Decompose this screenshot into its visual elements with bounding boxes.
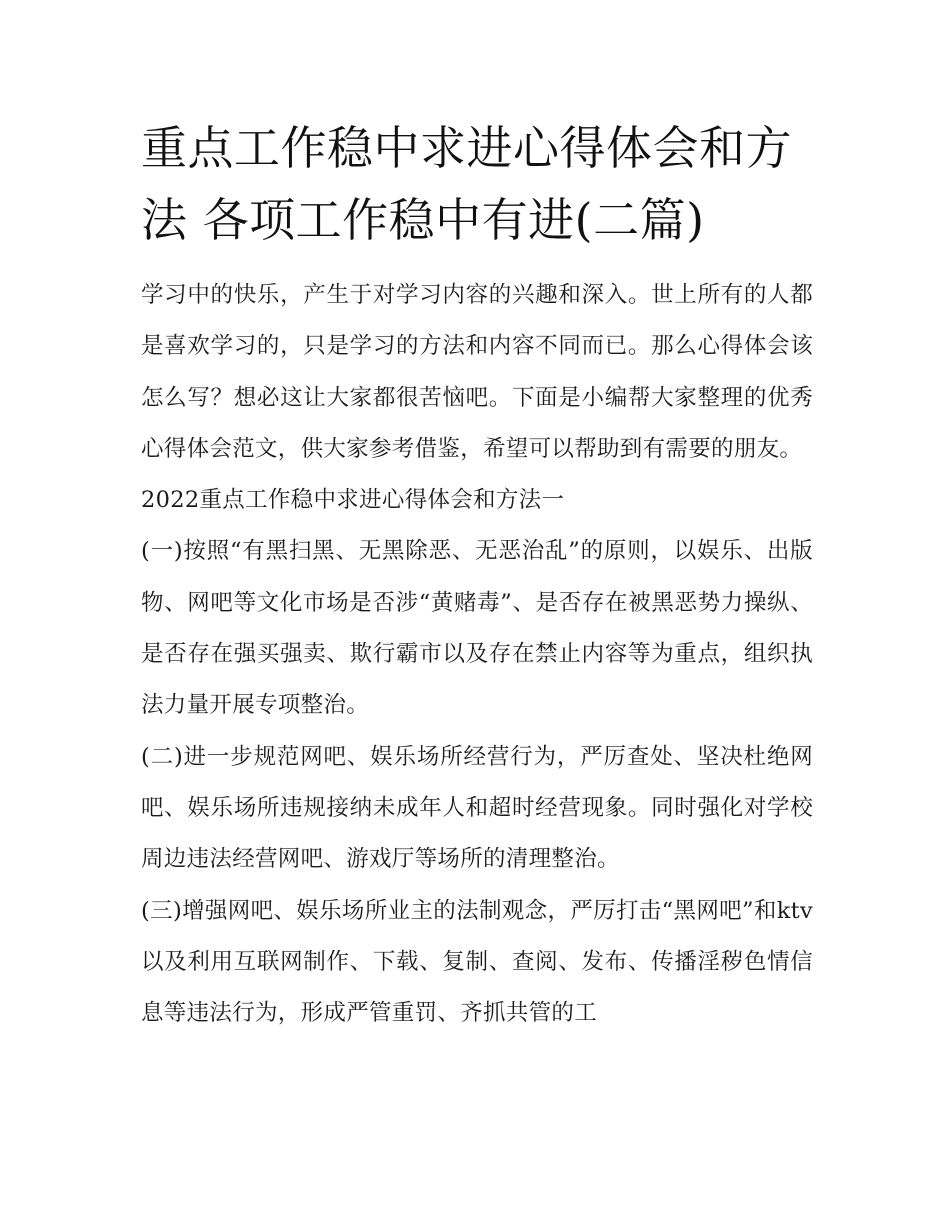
document-content — [141, 112, 813, 1039]
section-heading: 2022重点工作稳中求进心得体会和方法一 — [141, 487, 565, 514]
document-body — [141, 270, 813, 1039]
paragraph-item-3: (三)增强网吧、娱乐场所业主的法制观念，严厉打击“黑网吧”和ktv以及利用互联网制作、下载、复制、查阅、发布、传播淫秽色情信息等违法行为，形成严管重罚、齐抓共管的工 — [141, 897, 813, 1027]
paragraph-item-2: (二)进一步规范网吧、娱乐场所经营行为，严厉查处、坚决杜绝网吧、娱乐场所违规接纳未成年人和超时经营现象。同时强化对学校周边违法经营网吧、游戏厅等场所的清理整治。 — [141, 743, 813, 873]
intro-paragraph: 学习中的快乐，产生于对学习内容的兴趣和深入。世上所有的人都是喜欢学习的，只是学习的方法和内容不同而已。那么心得体会该怎么写？想必这让大家都很苦恼吧。下面是小编帮大家整理的优秀心得体会范文，供大家参考借鉴，希望可以帮助到有需要的朋友。 — [141, 282, 813, 462]
document-title: 重点工作稳中求进心得体会和方法 各项工作稳中有进(二篇) — [141, 121, 792, 247]
paragraph-item-1: (一)按照“有黑扫黑、无黑除恶、无恶治乱”的原则，以娱乐、出版物、网吧等文化市场是否涉“黄赌毒”、是否存在被黑恶势力操纵、是否存在强买强卖、欺行霸市以及存在禁止内容等为重点，组织执法力量开展专项整治。 — [141, 538, 813, 719]
